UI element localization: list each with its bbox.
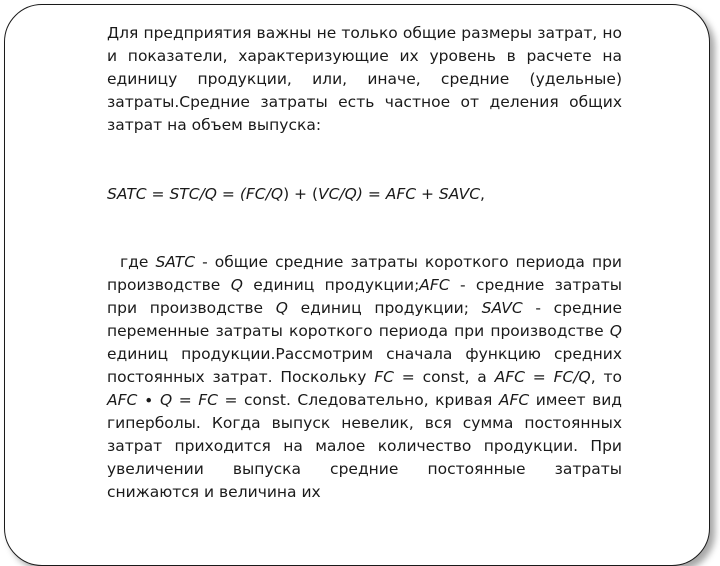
- term-satc: SATC: [155, 253, 196, 272]
- term-q: Q: [275, 299, 288, 318]
- text-run: где: [120, 253, 156, 272]
- slide-frame: [4, 4, 710, 566]
- text-run: единиц продукции;: [287, 299, 482, 318]
- term-savc: SAVC: [481, 299, 523, 318]
- term-q: Q: [230, 276, 243, 295]
- text-run: имеет вид гиперболы. Когда выпуск невелик, вся сумма постоянных затрат приходится на малое количество продукции. При увеличении выпуска средние постоянные затраты снижаются и величина их: [107, 390, 622, 501]
- text-run: - общие средние затраты короткого периода при производстве: [107, 253, 622, 295]
- formula-part: VC/Q: [318, 184, 357, 203]
- text-run: единиц продукции;: [242, 276, 420, 295]
- explanation-paragraph: [107, 251, 622, 503]
- intro-paragraph: Для предприятия важны не только общие размеры затрат, но и показатели, характеризующие их уровень в расчете на единицу продукции, или, иначе, средние (удельные) затраты.Средние затраты есть частное от деления общих затрат на объем выпуска:: [107, 24, 622, 134]
- term-fc: FC: [374, 367, 394, 386]
- text-run: , то: [590, 367, 622, 386]
- term-afc: AFC: [419, 276, 450, 295]
- slide-content: [107, 22, 622, 503]
- term-q: Q: [160, 390, 173, 409]
- text-run: - средние затраты при производстве: [107, 276, 622, 318]
- text-run: единиц продукции.Рассмотрим сначала функцию средних постоянных затрат. Поскольку: [107, 345, 622, 386]
- formula-afc: AFC = FC/Q: [494, 367, 591, 386]
- text-run: - средние переменные затраты короткого периода при производстве: [107, 299, 622, 341]
- formula-part: ) = AFC + SAVC: [356, 184, 481, 203]
- term-afc: AFC: [498, 390, 530, 409]
- term-afc: AFC: [107, 390, 138, 409]
- text-run: = const. Следовательно, кривая: [217, 390, 499, 409]
- text-run: = const, а: [393, 367, 495, 386]
- term-q: Q: [609, 322, 622, 341]
- text-run: ∙: [137, 390, 161, 409]
- text-run: =: [172, 390, 199, 409]
- formula-part: SATC = STC/Q = (: [107, 184, 246, 203]
- formula-part: ) + (: [283, 184, 318, 203]
- formula-part: ,: [480, 184, 485, 203]
- formula-part: FC/Q: [245, 184, 284, 203]
- term-fc: FC: [198, 390, 218, 409]
- average-cost-formula: [107, 183, 622, 206]
